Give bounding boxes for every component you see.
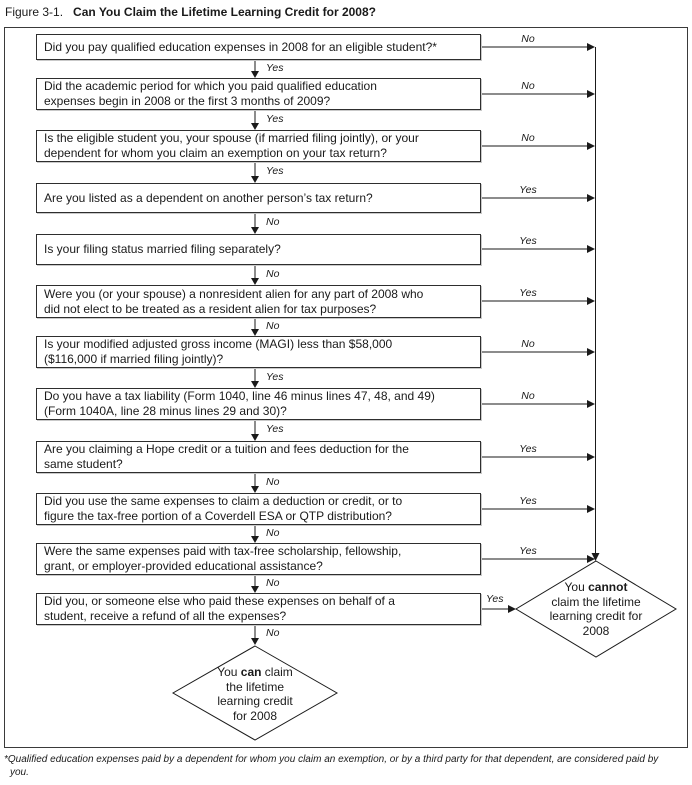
question-box-12 [36, 593, 481, 625]
down-label-10: No [266, 527, 280, 539]
question-text: figure the tax-free portion of a Coverdell ESA or QTP distribution? [44, 509, 392, 523]
question-text: Is the eligible student you, your spouse (if married filing jointly), or your [44, 131, 419, 145]
down-label-8: Yes [266, 423, 284, 435]
down-label-12: No [266, 627, 280, 639]
down-label-5: No [266, 268, 280, 280]
branch-label-5: Yes [519, 235, 537, 247]
question-text: Did you, or someone else who paid these expenses on behalf of a [44, 594, 395, 608]
outcome-can-line2: the lifetime [225, 679, 285, 694]
outcome-cannot-line2: claim the lifetime [551, 594, 641, 609]
question-box-4 [36, 183, 481, 213]
question-text: Do you have a tax liability (Form 1040, line 46 minus lines 47, 48, and 49) [44, 389, 435, 403]
down-label-7: Yes [266, 371, 284, 383]
down-label-1: Yes [266, 62, 284, 74]
arrowhead-right [587, 400, 595, 408]
question-box-7 [36, 336, 481, 368]
arrowhead-down [251, 227, 259, 234]
outcome-cannot-line3: learning credit for [549, 609, 643, 623]
arrowhead-down [251, 278, 259, 285]
arrowhead-down [251, 71, 259, 78]
outcome-text-can [193, 665, 317, 723]
question-text: Did the academic period for which you paid qualified education [44, 79, 377, 93]
down-label-2: Yes [266, 113, 284, 125]
arrowhead-down [251, 329, 259, 336]
question-box-1 [36, 34, 481, 60]
outcome-text-cannot [529, 580, 663, 638]
down-label-11: No [266, 577, 280, 589]
down-label-3: Yes [266, 165, 284, 177]
question-box-10 [36, 493, 481, 525]
question-text: ($116,000 if married filing jointly)? [44, 352, 224, 366]
question-text: grant, or employer-provided educational assistance? [44, 559, 323, 573]
arrowhead-right [587, 43, 595, 51]
figure-heading: Can You Claim the Lifetime Learning Credit for 2008? [73, 5, 376, 19]
question-text: Are you claiming a Hope credit or a tuition and fees deduction for the [44, 442, 409, 456]
branch-label-2: No [521, 80, 535, 92]
arrowhead-right [587, 348, 595, 356]
branch-label-11: Yes [519, 545, 537, 557]
arrowhead-down [251, 638, 259, 645]
branch-label-1: No [521, 33, 535, 45]
question-text: Are you listed as a dependent on another person’s tax return? [44, 190, 373, 205]
outcome-cannot-line1: You cannot [564, 580, 628, 594]
question-text: Is your filing status married filing separately? [44, 242, 281, 256]
question-text: dependent for whom you claim an exemption on your tax return? [44, 146, 387, 160]
arrowhead-right [587, 142, 595, 150]
branch-label-8: No [521, 390, 535, 402]
question-box-3 [36, 130, 481, 162]
figure-number: Figure 3-1. [5, 5, 64, 19]
arrowhead-right [587, 90, 595, 98]
arrowhead-right [587, 453, 595, 461]
branch-label-4: Yes [519, 184, 537, 196]
question-text: (Form 1040A, line 28 minus lines 29 and 30)? [44, 404, 287, 418]
question-box-5 [36, 234, 481, 265]
branch-label-7: No [521, 338, 535, 350]
branch-label-3: No [521, 132, 535, 144]
footnote: *Qualified education expenses paid by a dependent for whom you claim an exemption, or by a third party for that dependent, are considered paid by you. [4, 754, 659, 778]
outcome-can-line4: for 2008 [232, 708, 278, 723]
down-label-6: No [266, 320, 280, 332]
question-text: did not elect to be treated as a resident alien for tax purposes? [44, 301, 377, 316]
branch-label-10: Yes [519, 495, 537, 507]
arrowhead-right [587, 297, 595, 305]
down-label-9: No [266, 476, 280, 488]
arrowhead-down [251, 434, 259, 441]
question-text: Did you use the same expenses to claim a deduction or credit, or to [44, 494, 403, 508]
question-box-6 [36, 285, 481, 318]
question-text: expenses begin in 2008 or the first 3 months of 2009? [44, 94, 331, 108]
question-text: Is your modified adjusted gross income (MAGI) less than $58,000 [44, 337, 393, 351]
down-label-4: No [266, 216, 280, 228]
question-box-11 [36, 543, 481, 575]
question-text: same student? [44, 457, 123, 471]
arrowhead-right [587, 505, 595, 513]
arrowhead-down [251, 536, 259, 543]
arrowhead-down [251, 586, 259, 593]
arrowhead-down [251, 123, 259, 130]
arrowhead-right [587, 194, 595, 202]
question-text: student, receive a refund of all the expenses? [44, 609, 287, 623]
question-text: Did you pay qualified education expenses in 2008 for an eligible student?* [44, 39, 437, 54]
outcome-cannot-line4: 2008 [582, 623, 610, 638]
branch-label-9: Yes [519, 443, 537, 455]
arrowhead-right [587, 245, 595, 253]
branch-label-12: Yes [486, 593, 504, 605]
branch-label-6: Yes [519, 287, 537, 299]
arrowhead-down [251, 176, 259, 183]
outcome-can-line1: You can claim [217, 665, 293, 679]
arrowhead-down [251, 381, 259, 388]
question-box-9 [36, 441, 481, 473]
question-box-8 [36, 388, 481, 420]
question-box-2 [36, 78, 481, 110]
question-text: Were you (or your spouse) a nonresident alien for any part of 2008 who [44, 286, 424, 301]
outcome-can-line3: learning credit [217, 694, 293, 708]
arrowhead-down [251, 486, 259, 493]
question-text: Were the same expenses paid with tax-free scholarship, fellowship, [44, 544, 402, 558]
arrowhead-right [508, 605, 516, 613]
